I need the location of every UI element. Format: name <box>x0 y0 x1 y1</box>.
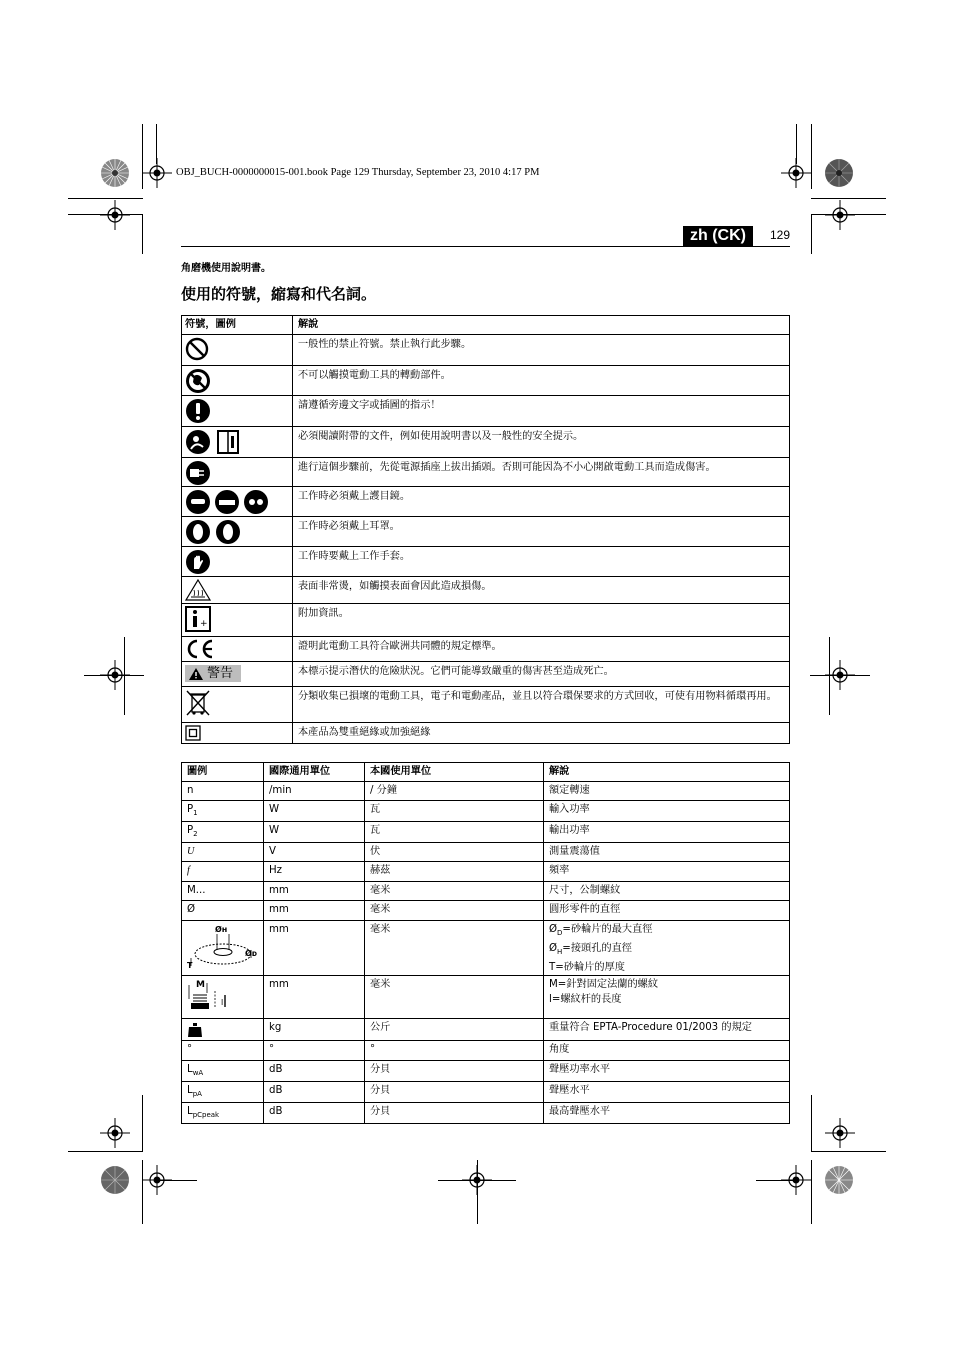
description-cell: 附加資訊。 <box>293 604 790 637</box>
table-row <box>182 517 790 547</box>
table-row <box>182 782 790 801</box>
thread-m-label: M <box>196 980 205 991</box>
table-row <box>182 901 790 921</box>
symbol-subscript: 1 <box>193 809 198 818</box>
symbol-cell <box>182 1061 264 1082</box>
table-row <box>182 801 790 822</box>
unplug-icon <box>185 460 211 486</box>
symbol-cell <box>182 458 293 487</box>
symbol-text: L <box>187 1106 193 1118</box>
table-row <box>182 577 790 604</box>
registration-mark-icon <box>100 200 130 230</box>
description-line: $Ø_D=$砂輪片的最大直徑 <box>549 924 653 938</box>
description-cell: 角度 <box>544 1041 790 1061</box>
table-row <box>182 1082 790 1103</box>
weight-icon <box>187 1022 203 1038</box>
header-rule <box>181 246 790 247</box>
length-l-label: l <box>221 998 224 1008</box>
table-row <box>182 1019 790 1041</box>
double-insulation-icon <box>185 725 201 741</box>
units-table <box>181 762 790 1124</box>
intl-unit-cell: mm <box>264 901 365 921</box>
table-row <box>182 862 790 882</box>
symbol-cell <box>182 427 293 458</box>
local-unit-cell: 毫米 <box>365 882 544 901</box>
description-cell: 工作時必須戴上護目鏡。 <box>293 487 790 517</box>
hot-surface-icon <box>185 579 211 601</box>
intl-unit-cell: ° <box>264 1041 365 1061</box>
local-unit-cell: 赫茲 <box>365 862 544 882</box>
prohibition-icon <box>185 337 209 361</box>
registration-mark-icon <box>825 200 855 230</box>
table-row <box>182 487 790 517</box>
table-row <box>182 921 790 976</box>
intl-unit-cell: mm <box>264 976 365 1019</box>
diameter-h-label: Øн <box>215 925 228 935</box>
registration-mark-icon <box>825 1118 855 1148</box>
intl-unit-cell: V <box>264 843 365 862</box>
thread-spindle-diagram <box>187 977 231 1015</box>
description-line: M=針對固定法蘭的螺紋 <box>549 979 659 991</box>
symbol-cell: U <box>182 843 264 862</box>
table-row <box>182 458 790 487</box>
symbol-cell <box>182 801 264 822</box>
ce-mark-icon <box>185 639 215 659</box>
warning-badge <box>185 665 241 682</box>
description-cell: 不可以觸摸電動工具的轉動部件。 <box>293 366 790 396</box>
table-row <box>182 396 790 427</box>
ear-protection-icon <box>185 519 241 545</box>
description-cell: 工作時必須戴上耳罩。 <box>293 517 790 547</box>
intl-unit-cell: /min <box>264 782 365 801</box>
description-cell: 測量震蕩值 <box>544 843 790 862</box>
symbol-text: P <box>187 825 194 837</box>
description-cell: 最高聲壓水平 <box>544 1103 790 1124</box>
symbol-cell <box>182 335 293 366</box>
intl-unit-cell: dB <box>264 1061 365 1082</box>
description-cell <box>544 976 790 1019</box>
symbol-cell <box>182 723 293 744</box>
symbol-cell <box>182 577 293 604</box>
description-cell: 圓形零件的直徑 <box>544 901 790 921</box>
description-cell: 請遵循旁邊文字或插圖的指示！ <box>293 396 790 427</box>
description-cell: 輸出功率 <box>544 822 790 843</box>
table-row <box>182 822 790 843</box>
table-row <box>182 687 790 723</box>
symbol-cell <box>182 1019 264 1041</box>
local-unit-cell: 瓦 <box>365 801 544 822</box>
column-header: 圖例 <box>182 763 264 782</box>
registration-mark-icon <box>142 158 172 188</box>
description-cell: 本標示提示潛伏的危險狀況。它們可能導致嚴重的傷害甚至造成死亡。 <box>293 662 790 687</box>
symbol-text: L <box>187 1085 193 1097</box>
symbol-cell: ° <box>182 1041 264 1061</box>
intl-unit-cell: kg <box>264 1019 365 1041</box>
grinding-disc-diagram <box>187 922 261 970</box>
table-row <box>182 637 790 662</box>
symbol-cell <box>182 637 293 662</box>
table-row <box>182 1061 790 1082</box>
table-row <box>182 662 790 687</box>
symbol-cell <box>182 396 293 427</box>
table-row <box>182 547 790 577</box>
description-line: l=螺紋杆的長度 <box>549 994 622 1006</box>
no-touch-rotating-parts-icon <box>185 368 211 394</box>
local-unit-cell: 伏 <box>365 843 544 862</box>
local-unit-cell: 毫米 <box>365 921 544 976</box>
symbol-cell: Ø <box>182 901 264 921</box>
local-unit-cell: 公斤 <box>365 1019 544 1041</box>
table-header-row <box>182 316 790 335</box>
registration-mark-icon <box>100 1118 130 1148</box>
description-cell: 輸入功率 <box>544 801 790 822</box>
local-unit-cell: 分貝 <box>365 1103 544 1124</box>
intl-unit-cell: W <box>264 822 365 843</box>
warning-triangle-icon <box>189 668 203 680</box>
table-header-row <box>182 763 790 782</box>
description-cell: 額定轉速 <box>544 782 790 801</box>
description-line: T=砂輪片的厚度 <box>549 962 625 974</box>
symbol-subscript: 2 <box>193 830 198 839</box>
description-cell: 必須閱讀附帶的文件，例如使用說明書以及一般性的安全提示。 <box>293 427 790 458</box>
local-unit-cell: 毫米 <box>365 976 544 1019</box>
column-header: 國際通用單位 <box>264 763 365 782</box>
description-cell: 本產品為雙重絕緣或加強絕緣 <box>293 723 790 744</box>
symbol-cell <box>182 976 264 1019</box>
weee-bin-icon <box>185 689 211 717</box>
column-header: 解說 <box>293 316 790 335</box>
local-unit-cell: 瓦 <box>365 822 544 843</box>
table-row <box>182 843 790 862</box>
symbol-cell <box>182 604 293 637</box>
description-cell: 一般性的禁止符號。禁止執行此步驟。 <box>293 335 790 366</box>
description-cell <box>544 921 790 976</box>
section-title: 使用的符號，縮寫和代名詞。 <box>181 285 377 303</box>
table-row <box>182 366 790 396</box>
description-cell: 聲壓功率水平 <box>544 1061 790 1082</box>
eye-protection-icon <box>185 489 269 515</box>
symbol-subscript: pA <box>192 1090 202 1099</box>
intl-unit-cell: dB <box>264 1082 365 1103</box>
page-number: 129 <box>770 228 791 242</box>
color-wheel-icon <box>100 158 130 188</box>
local-unit-cell: 分貝 <box>365 1082 544 1103</box>
column-header: 本國使用單位 <box>365 763 544 782</box>
table-row <box>182 882 790 901</box>
symbol-subscript: wA <box>192 1069 204 1078</box>
symbol-cell <box>182 487 293 517</box>
column-header: 解說 <box>544 763 790 782</box>
document-subtitle: 角磨機使用說明書。 <box>181 263 271 274</box>
symbol-cell <box>182 1082 264 1103</box>
table-row <box>182 1041 790 1061</box>
symbol-cell <box>182 366 293 396</box>
symbol-subscript: pCpeak <box>192 1111 220 1120</box>
table-row <box>182 1103 790 1124</box>
description-cell: 表面非常燙，如觸摸表面會因此造成損傷。 <box>293 577 790 604</box>
description-cell: 分類收集已損壞的電動工具，電子和電動產品，並且以符合環保要求的方式回收，可使有用物料循環再用。 <box>293 687 790 723</box>
description-cell: 重量符合 EPTA-Procedure 01/2003 的規定 <box>544 1019 790 1041</box>
description-cell: 進行這個步驟前，先從電源插座上拔出插頭。否則可能因為不小心開啟電動工具而造成傷害。 <box>293 458 790 487</box>
warning-badge-label: 警告 <box>207 666 234 681</box>
color-wheel-icon <box>824 1165 854 1195</box>
info-icon <box>185 606 211 632</box>
table-row <box>182 604 790 637</box>
intl-unit-cell: Hz <box>264 862 365 882</box>
description-cell: 證明此電動工具符合歐洲共同體的規定標準。 <box>293 637 790 662</box>
symbol-cell <box>182 822 264 843</box>
intl-unit-cell: W <box>264 801 365 822</box>
svg-text:+: + <box>200 619 208 629</box>
local-unit-cell: 毫米 <box>365 901 544 921</box>
table-row <box>182 335 790 366</box>
symbol-cell: n <box>182 782 264 801</box>
intl-unit-cell: dB <box>264 1103 365 1124</box>
local-unit-cell: 分貝 <box>365 1061 544 1082</box>
symbol-text: L <box>187 1064 193 1076</box>
table-row <box>182 427 790 458</box>
thickness-t-label: T <box>187 961 193 971</box>
symbol-cell <box>182 687 293 723</box>
symbols-table <box>181 315 790 744</box>
exclamation-icon <box>185 398 211 424</box>
description-cell: 工作時要戴上工作手套。 <box>293 547 790 577</box>
intl-unit-cell: mm <box>264 921 365 976</box>
gloves-icon <box>185 549 211 575</box>
description-cell: 尺寸，公制螺紋 <box>544 882 790 901</box>
color-wheel-icon <box>824 158 854 188</box>
symbol-text: P <box>187 804 194 815</box>
local-unit-cell: / 分鐘 <box>365 782 544 801</box>
symbol-cell <box>182 1103 264 1124</box>
read-manual-icon <box>185 429 241 455</box>
local-unit-cell: ° <box>365 1041 544 1061</box>
table-row <box>182 976 790 1019</box>
description-cell: 聲壓水平 <box>544 1082 790 1103</box>
symbol-cell <box>182 662 293 687</box>
symbol-cell: f <box>182 862 264 882</box>
description-cell: 頻率 <box>544 862 790 882</box>
symbol-cell <box>182 921 264 976</box>
color-wheel-icon <box>100 1165 130 1195</box>
intl-unit-cell: mm <box>264 882 365 901</box>
column-header: 符號，圖例 <box>182 316 293 335</box>
symbol-cell <box>182 547 293 577</box>
symbol-cell: M... <box>182 882 264 901</box>
print-header-line: OBJ_BUCH-0000000015-001.book Page 129 Thursday, September 23, 2010 4:17 PM <box>176 167 540 178</box>
table-row <box>182 723 790 744</box>
description-line: $Ø_H=$接頭孔的直徑 <box>549 943 632 957</box>
diameter-d-label: Øᴅ <box>245 949 258 959</box>
language-badge: zh (CK) <box>683 226 753 246</box>
symbol-cell <box>182 517 293 547</box>
